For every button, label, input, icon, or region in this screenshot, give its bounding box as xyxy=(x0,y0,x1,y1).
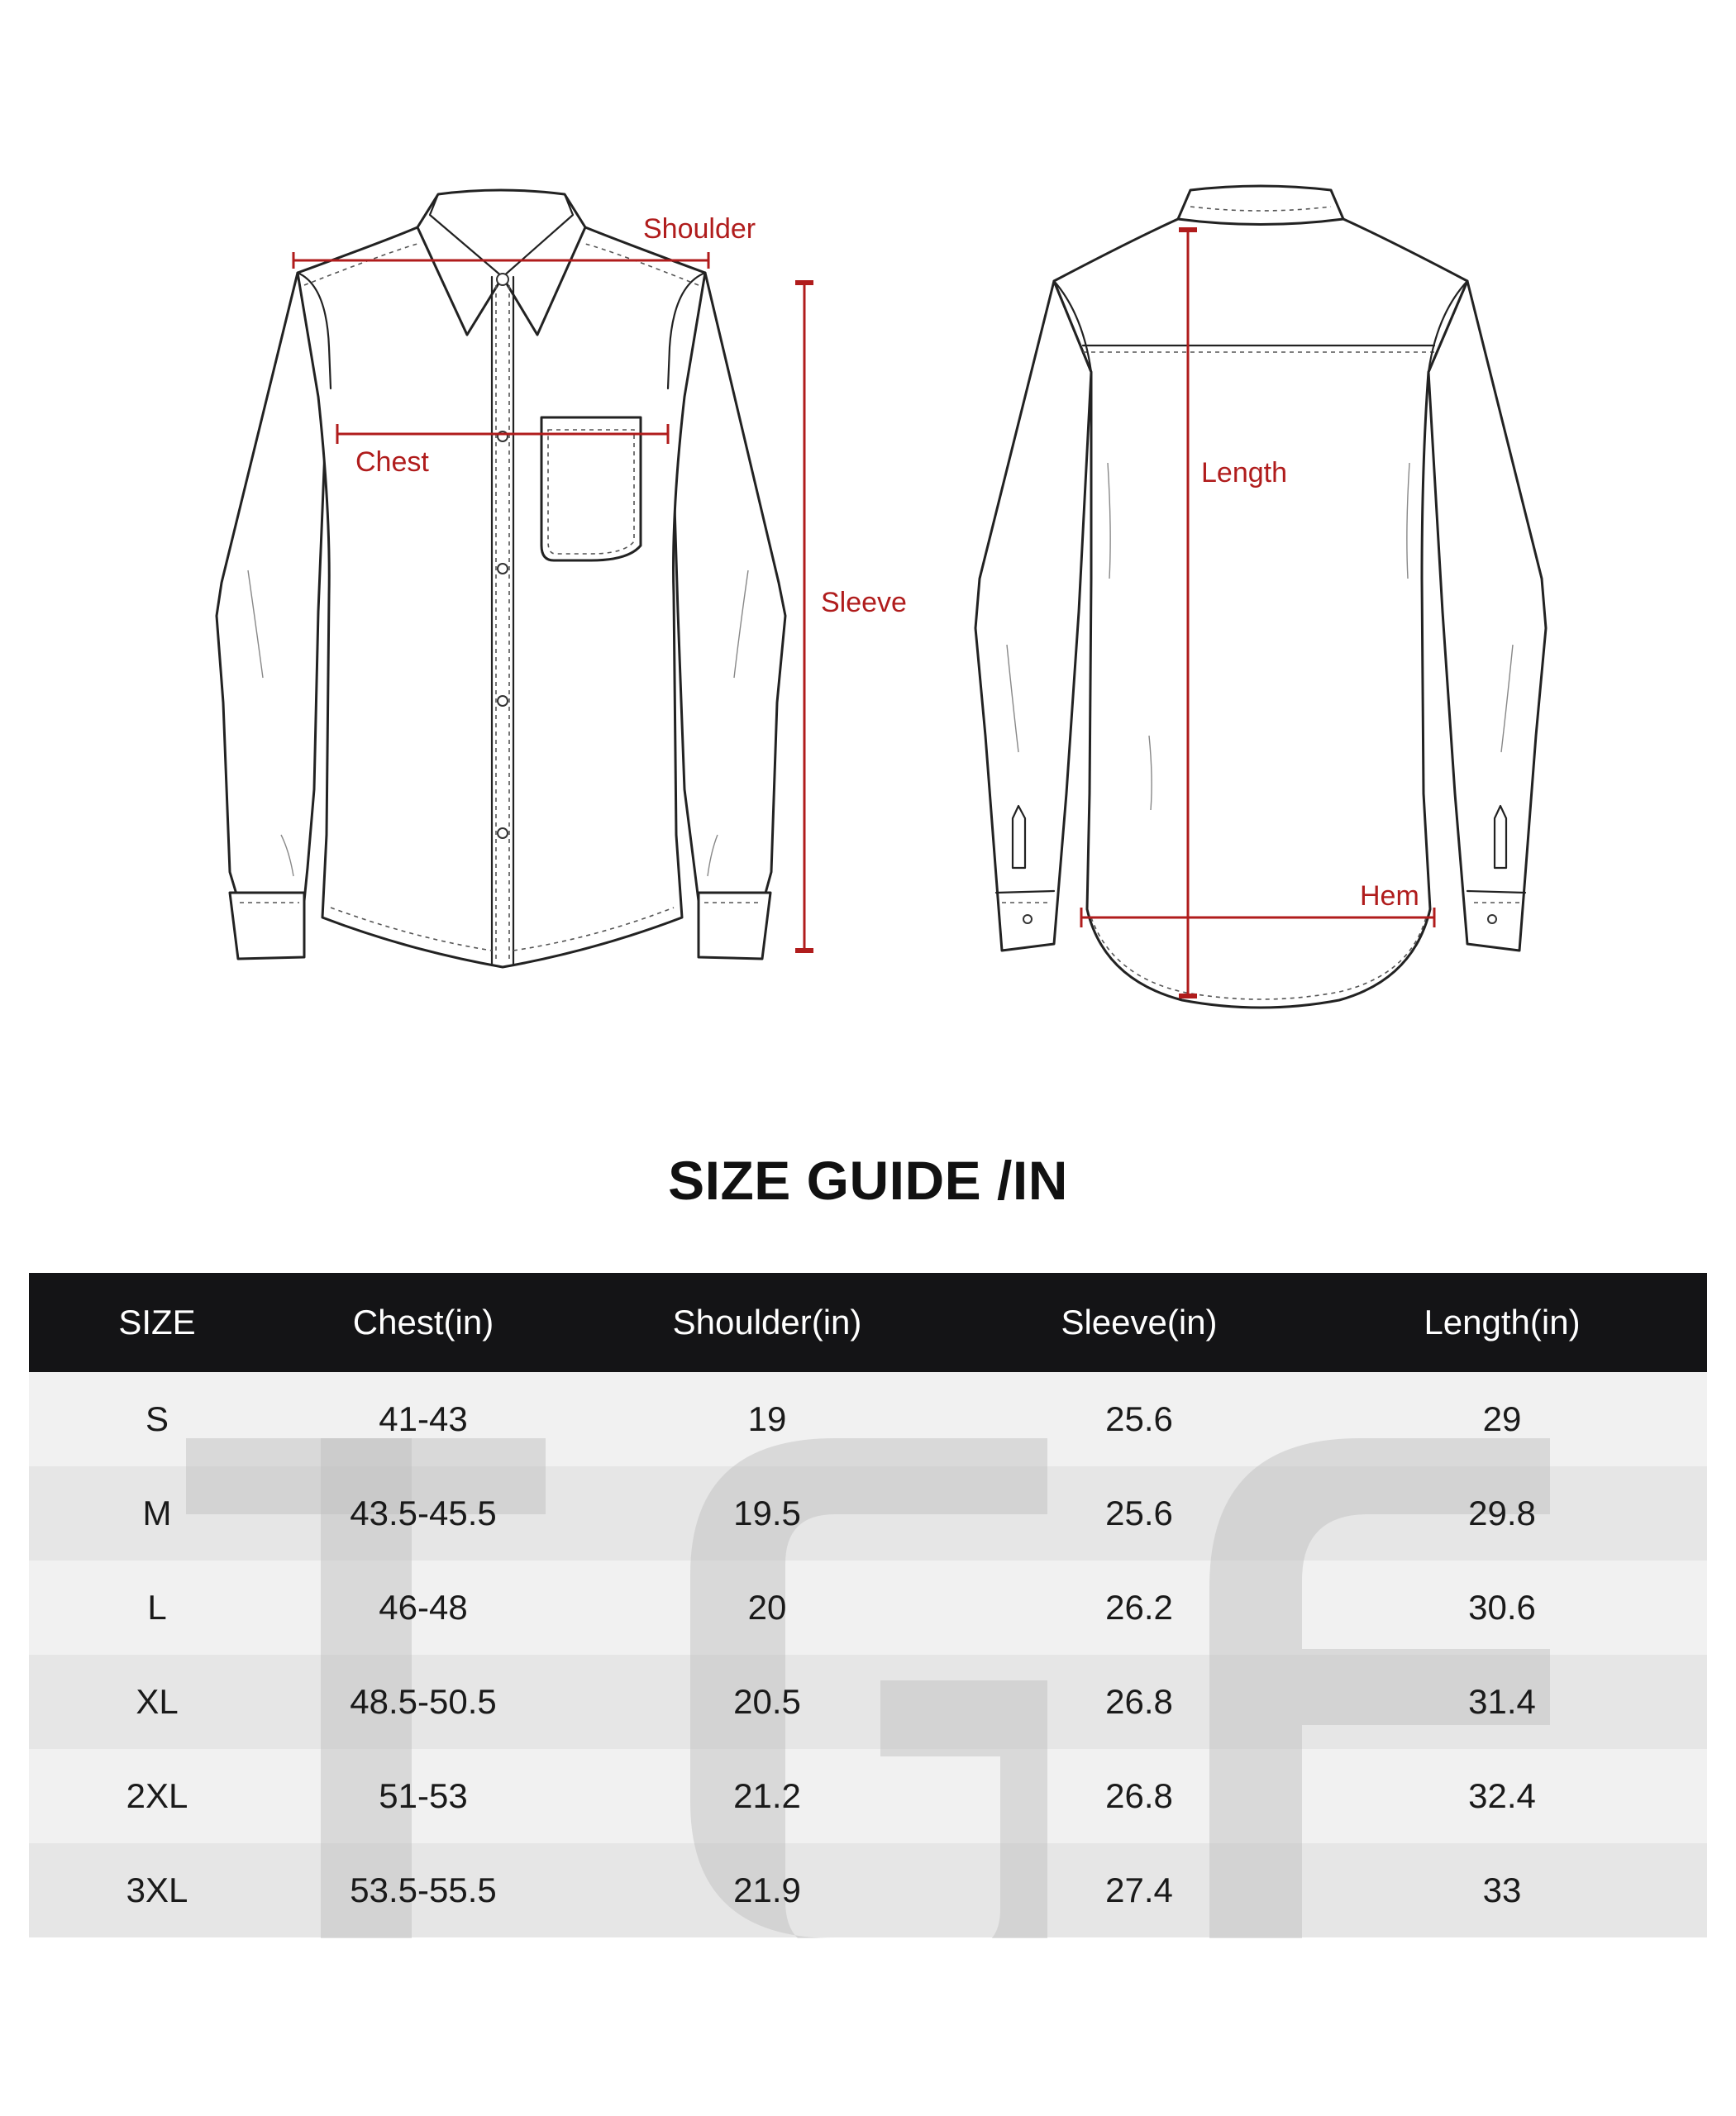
cell-size: XL xyxy=(136,1682,179,1721)
cell-shoulder: 20 xyxy=(747,1588,787,1627)
cell-shoulder: 19 xyxy=(747,1399,787,1438)
table-row xyxy=(29,1372,1707,1466)
cell-size: 3XL xyxy=(126,1871,188,1909)
column-header-sleeve: Sleeve(in) xyxy=(1061,1303,1218,1342)
cell-shoulder: 21.2 xyxy=(733,1776,801,1815)
back-right-sleeve xyxy=(1428,281,1546,951)
cell-chest: 48.5-50.5 xyxy=(350,1682,497,1721)
cell-sleeve: 25.6 xyxy=(1105,1399,1173,1438)
front-pocket xyxy=(541,417,641,560)
back-left-sleeve xyxy=(975,281,1091,951)
front-button xyxy=(498,828,508,838)
table-row xyxy=(29,1843,1707,1937)
cell-size: L xyxy=(147,1588,167,1627)
cell-chest: 53.5-55.5 xyxy=(350,1871,497,1909)
front-left-sleeve xyxy=(217,273,329,905)
cell-size: S xyxy=(145,1399,169,1438)
sleeve-label: Sleeve xyxy=(821,587,907,618)
cell-shoulder: 21.9 xyxy=(733,1871,801,1909)
table-row xyxy=(29,1655,1707,1749)
column-header-shoulder: Shoulder(in) xyxy=(672,1303,862,1342)
cell-chest: 43.5-45.5 xyxy=(350,1494,497,1532)
cell-length: 33 xyxy=(1482,1871,1522,1909)
table-row xyxy=(29,1749,1707,1843)
length-label: Length xyxy=(1201,457,1287,488)
table-header-row xyxy=(29,1273,1707,1372)
cell-chest: 51-53 xyxy=(379,1776,468,1815)
cell-sleeve: 25.6 xyxy=(1105,1494,1173,1532)
shirt-front-view xyxy=(217,190,907,967)
cell-sleeve: 27.4 xyxy=(1105,1871,1173,1909)
front-button xyxy=(498,564,508,574)
cell-chest: 46-48 xyxy=(379,1588,468,1627)
cell-shoulder: 19.5 xyxy=(733,1494,801,1532)
column-header-chest: Chest(in) xyxy=(352,1303,494,1342)
cell-length: 29.8 xyxy=(1468,1494,1536,1532)
cell-length: 30.6 xyxy=(1468,1588,1536,1627)
front-right-cuff xyxy=(699,893,770,959)
front-button xyxy=(498,696,508,706)
table-row xyxy=(29,1466,1707,1561)
back-collar xyxy=(1178,186,1343,225)
cell-chest: 41-43 xyxy=(379,1399,468,1438)
shoulder-label: Shoulder xyxy=(643,213,756,245)
cell-size: 2XL xyxy=(126,1776,188,1815)
table-row xyxy=(29,1561,1707,1655)
chest-label: Chest xyxy=(355,446,429,478)
sleeve-measure-line xyxy=(795,283,813,951)
size-guide-title: SIZE GUIDE /IN xyxy=(668,1150,1068,1211)
cell-length: 29 xyxy=(1482,1399,1522,1438)
size-table xyxy=(29,1273,1707,1938)
cell-length: 32.4 xyxy=(1468,1776,1536,1815)
hem-label: Hem xyxy=(1360,880,1419,912)
front-button xyxy=(497,274,508,285)
column-header-length: Length(in) xyxy=(1424,1303,1581,1342)
cell-shoulder: 20.5 xyxy=(733,1682,801,1721)
shirt-back-view xyxy=(975,186,1546,1008)
cell-sleeve: 26.2 xyxy=(1105,1588,1173,1627)
cell-sleeve: 26.8 xyxy=(1105,1682,1173,1721)
cell-length: 31.4 xyxy=(1468,1682,1536,1721)
front-body xyxy=(298,227,705,967)
column-header-size: SIZE xyxy=(118,1303,196,1342)
cell-sleeve: 26.8 xyxy=(1105,1776,1173,1815)
cell-size: M xyxy=(142,1494,172,1532)
